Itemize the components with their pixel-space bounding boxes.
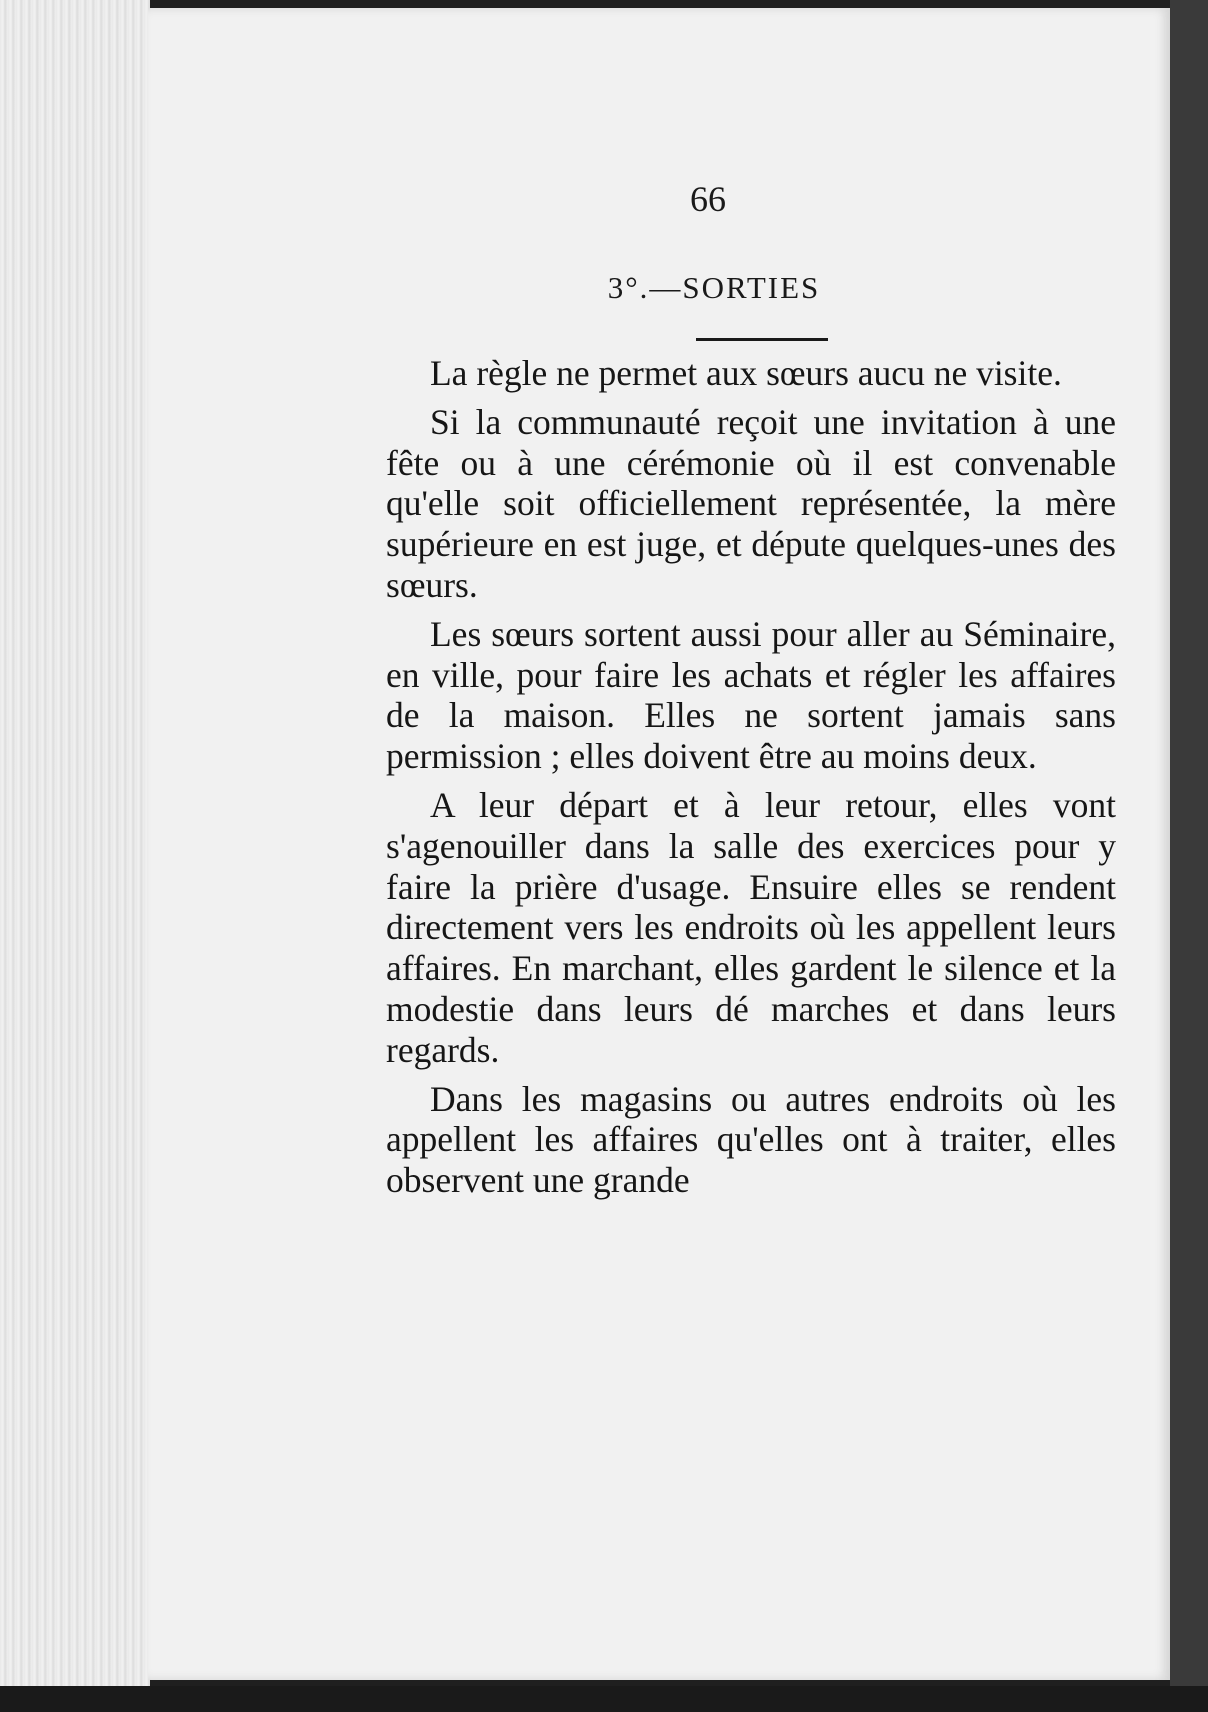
paragraph-1: La règle ne permet aux sœurs aucu ne visite. xyxy=(430,353,1062,393)
book-page xyxy=(148,8,1170,1680)
paragraph-3: Les sœurs sortent aussi pour aller au Séminaire, en ville, pour faire les achats et régler les affaires de la maison. Elles ne sortent jamais sans permission ; elles doivent être au moins deux. xyxy=(386,613,1116,777)
section-heading: 3°.—SORTIES xyxy=(607,270,821,305)
bottom-shadow xyxy=(0,1686,1208,1712)
page-number: 66 xyxy=(690,179,726,219)
binding-shadow xyxy=(1170,0,1208,1712)
heading-rule xyxy=(696,338,828,341)
paragraph-4: A leur départ et à leur retour, elles vont s'agenouiller dans la salle des exercices pour y faire la prière d'usage. Ensuire elles se rendent directement vers les endroits où les appellent leurs affaires. En marchant, elles gardent le silence et la modestie dans leurs dé marches et dans leurs regards. xyxy=(386,784,1116,1070)
body-text xyxy=(386,353,1116,1209)
paragraph-5: Dans les magasins ou autres endroits où les appellent les affaires qu'elles ont à traiter, elles observent une grande xyxy=(386,1078,1116,1201)
paragraph-2: Si la communauté reçoit une invitation à une fête ou à une cérémonie où il est convenable qu'elle soit officiellement représentée, la mère supérieure en est juge, et députe quelques-unes des sœurs. xyxy=(386,401,1116,605)
stacked-page-edges xyxy=(0,0,150,1690)
